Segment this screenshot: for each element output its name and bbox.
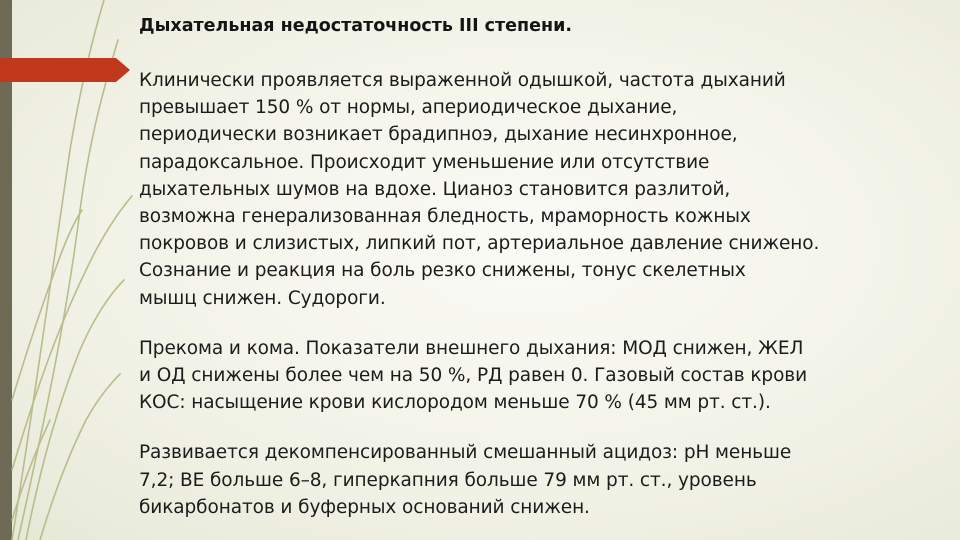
paragraph-precoma-coma: Прекома и кома. Показатели внешнего дыхания: МОД снижен, ЖЕЛ и ОД снижены более чем на 50 %, РД равен 0. Газовый состав крови КОС: насыщение крови кислородом меньше 70 % (45 мм рт. ст.). [139, 337, 808, 414]
slide-content [139, 14, 929, 540]
accent-arrow-shape [0, 58, 130, 82]
paragraph-acidosis: Развивается декомпенсированный смешанный ацидоз: pH меньше 7,2; BE больше 6–8, гиперкапния больше 79 мм рт. ст., уровень бикарбонатов и буферных оснований снижен. [139, 442, 792, 518]
paragraph-clinical-signs: Клинически проявляется выраженной одышкой, частота дыханий превышает 150 % от нормы, апериодическое дыхание, периодически возникает брадипноэ, дыхание несинхронное, парадоксальное. Происходит уменьшение или отсутствие дыхательных шумов на вдохе. Цианоз становится разлитой, возможна генерализованная бледность, мраморность кожных покровов и слизистых, липкий пот, артериальное давление снижено. Сознание и реакция на боль резко снижены, тонус скелетных мышц снижен. Судороги. [139, 70, 820, 309]
slide-title: Дыхательная недостаточность III степени. [139, 16, 573, 36]
